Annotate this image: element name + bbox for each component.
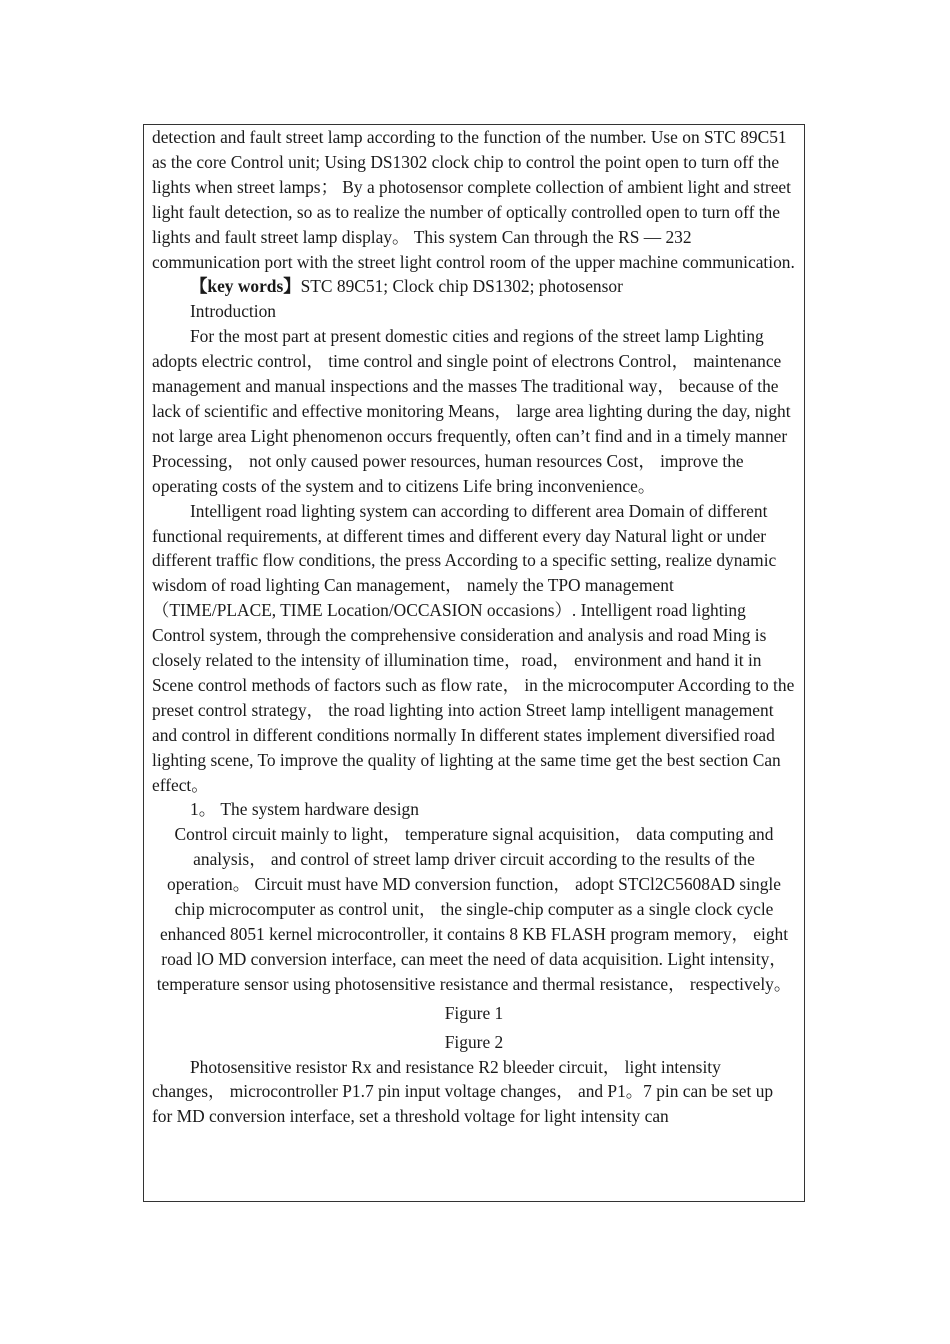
abstract-continuation-paragraph: detection and fault street lamp according to the function of the number. Use on STC 89C51 as the core Control unit; Using DS1302 clock chip to control the point open to turn off the lights when street lamps； By a photosensor complete collection of ambient light and street light fault detection, so as to realize the number of optically controlled open to turn off the lights and fault street lamp display。 This system Can through the RS — 232 communication port with the street light control room of the upper machine communication. [152,127,795,272]
introduction-paragraph-1: For the most part at present domestic cities and regions of the street lamp Lighting adopts electric control， time control and single point of electrons Control， maintenance management and manual inspections and the masses The traditional way， because of the lack of scientific and effective monitoring Means， large area lighting during the day, night not large area Light phenomenon occurs frequently, often can’t find and in a timely manner Processing， not only caused power resources, human resources Cost， improve the operating costs of the system and to citizens Life bring inconvenience。 [152,326,791,496]
keywords-text: STC 89C51; Clock chip DS1302; photosensor [300,276,623,297]
introduction-heading: Introduction [190,301,276,322]
figure-2-caption: Figure 2 [444,1031,504,1052]
photosensitive-resistor-paragraph: Photosensitive resistor Rx and resistance R2 bleeder circuit， light intensity changes， microcontroller P1.7 pin input voltage changes， and P1。7 pin can be set up for MD conversion interface, set a threshold voltage for light intensity can [152,1056,774,1127]
introduction-paragraph-2: Intelligent road lighting system can according to different area Domain of different functional requirements, at different times and different every day Natural light or under different traffic flow conditions, the press According to a specific setting, realize dynamic wisdom of road lighting Can management， namely the TPO management （TIME/PLACE, TIME Location/OCCASION occasions）. Intelligent road lighting Control system, through the comprehensive consideration and analysis and road Ming is closely related to the intensity of illumination time，road， environment and hand it in Scene control methods of factors such as flow rate， in the microcomputer According to the preset control strategy， the road lighting into action Street lamp intelligent management and control in different conditions normally In different states implement diversified road lighting scene, To improve the quality of lighting at the same time get the best section Can effect。 [152,500,795,795]
keywords-label: 【key words】 [190,276,301,297]
hardware-design-paragraph: Control circuit mainly to light， temperature signal acquisition， data computing and analysis， and control of street lamp driver circuit according to the results of the operation。 Circuit must have MD conversion function， adopt STCl2C5608AD single chip microcomputer as control unit， the single-chip computer as a single clock cycle enhanced 8051 kernel microcontroller, it contains 8 KB FLASH program memory， eight road lO MD conversion interface, can meet the need of data acquisition. Light intensity， temperature sensor using photosensitive resistance and thermal resistance， respectively。 [156,824,792,994]
figure-1-caption: Figure 1 [444,1002,504,1023]
section-1-heading: 1。 The system hardware design [190,799,419,820]
page-frame [143,124,805,1202]
keywords-line [152,274,796,299]
